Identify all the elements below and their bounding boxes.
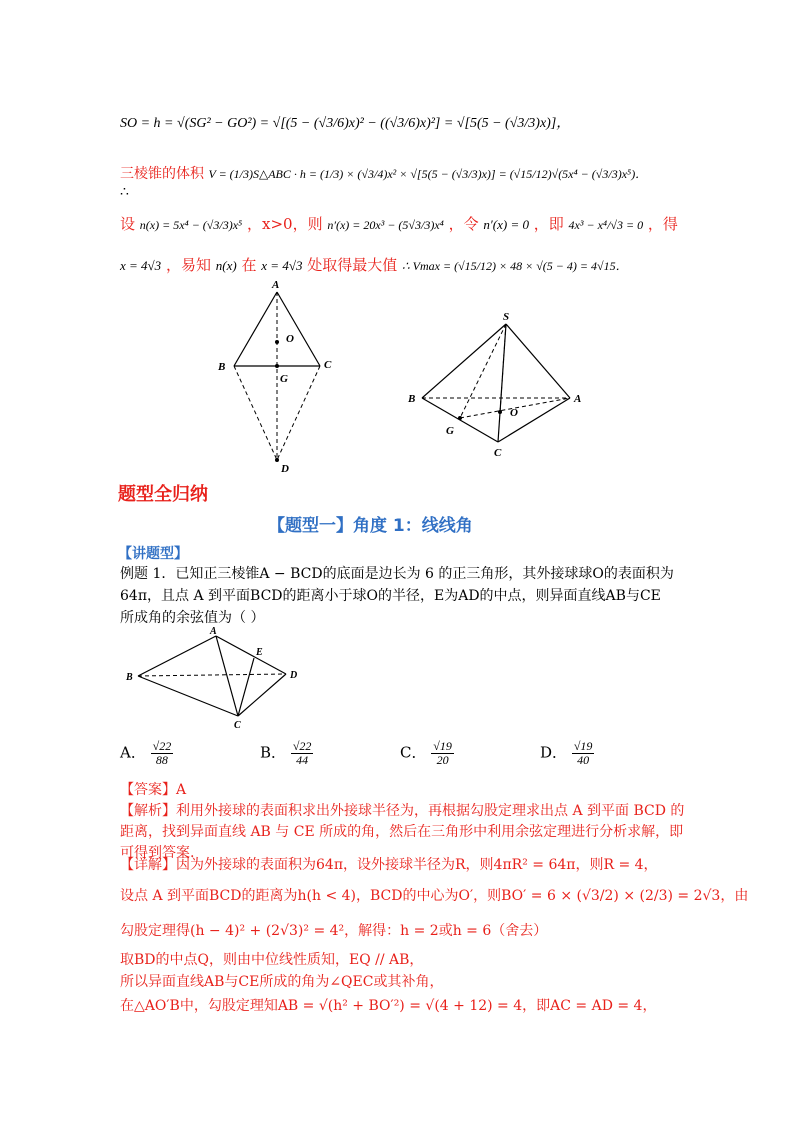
fig2-label-s: S (503, 311, 510, 323)
max-line (120, 254, 628, 275)
volume-line (120, 163, 647, 183)
detail-line3: 勾股定理得(h − 4)² + (2√3)² = 4²，解得：h = 2或h = 6（舍去） (120, 923, 548, 939)
fig1-label-a: A (272, 279, 280, 291)
option-d-letter: D． (540, 743, 568, 762)
detail-line2: 设点 A 到平面BCD的距离为h(h < 4)，BCD的中心为O′，则BO′ = 6 × (√3/2) × (2/3) = 2√3，由 (120, 888, 749, 904)
example-line2: 64π，且点 A 到平面BCD的距离小于球O的半径，E为AD的中点，则异面直线AB与CE (120, 588, 661, 604)
detail-line4: 取BD的中点Q，则由中位线性质知，EQ // AB， (120, 952, 424, 968)
example-line1: 例题 1．已知正三棱锥A − BCD的底面是边长为 6 的正三角形，其外接球球O的表面积为 (120, 566, 674, 582)
option-d-den: 40 (577, 753, 590, 767)
n-x: n(x) (215, 258, 237, 273)
fig1-label-o: O (286, 333, 294, 345)
option-c-den: 20 (436, 753, 449, 767)
figure-rhombus (210, 276, 340, 476)
at-text: 在 (241, 256, 257, 274)
easy-know: ，易知 (165, 256, 211, 274)
option-c-letter: C． (400, 743, 427, 762)
answer: 【答案】A (120, 782, 187, 798)
fig2-label-c: C (494, 447, 502, 459)
fig3-label-e: E (256, 647, 263, 658)
option-b-letter: B． (260, 743, 287, 762)
zero-formula: n′(x) = 0 (483, 217, 529, 232)
option-b[interactable] (260, 740, 313, 767)
fig2-label-o: O (510, 407, 518, 419)
set-n-prefix: 设 (120, 215, 136, 233)
fig3-label-b: B (126, 672, 133, 683)
fig1-label-c: C (324, 359, 332, 371)
analysis-line3: 可得到答案. (120, 845, 195, 861)
formula-so-h: SO = h = √(SG² − GO²) = √[(5 − (√3/6)x)² − ((√3/6)x)²] = √[5(5 − (√3/3)x)]， (120, 116, 571, 131)
vmax-formula: ∴ Vmax = (√15/12) × 48 × √(5 − 4) = 4√15． (402, 259, 628, 273)
n-cond: ，x>0，则 (247, 215, 323, 233)
option-c[interactable] (400, 740, 454, 767)
fig1-label-g: G (280, 373, 288, 385)
option-c-num: √19 (433, 739, 452, 753)
therefore-symbol: ∴ (120, 184, 129, 200)
n-formula: n(x) = 5x⁴ − (√3/3)x⁵ (139, 218, 243, 232)
deriv-formula: n′(x) = 20x³ − (5√3/3)x⁴ (327, 218, 444, 232)
root-formula: 4x³ − x⁴/√3 = 0 (568, 218, 644, 232)
x-val: x = 4√3 (120, 258, 162, 273)
max-text: 处取得最大值 (307, 256, 398, 274)
get-text: ，得 (647, 215, 678, 233)
option-a-den: 88 (155, 753, 168, 767)
x-val2: x = 4√3 (261, 258, 303, 273)
volume-prefix: 三棱锥的体积 (120, 166, 204, 182)
then-text: ，即 (533, 215, 564, 233)
sub-title: 【题型一】角度 1：线线角 (268, 516, 473, 536)
analysis-line1: 【解析】利用外接球的表面积求出外接球半径为，再根据勾股定理求出点 A 到平面 BCD 的 (120, 803, 685, 819)
option-a-letter: A． (120, 743, 146, 762)
detail-line1: 【详解】因为外接球的表面积为64π，设外接球半径为R，则4πR² = 64π，则R = 4， (120, 857, 658, 873)
section-title: 题型全归纳 (118, 484, 208, 505)
fig2-label-b: B (408, 393, 416, 405)
option-d-num: √19 (573, 739, 593, 753)
figure-tetrahedron (120, 622, 310, 732)
example-line3: 所成角的余弦值为（ ） (120, 610, 265, 626)
fig1-label-d: D (281, 463, 289, 475)
let-zero: ，令 (448, 215, 479, 233)
set-n-line (120, 213, 678, 234)
volume-formula: V = (1/3)S△ABC · h = (1/3) × (√3/4)x² × √[5(5 − (√3/3)x)] = (√15/12)√(5x⁴ − (√3/3)x⁵)． (208, 167, 648, 181)
fig3-label-d: D (290, 670, 298, 681)
figure-pyramid (400, 306, 590, 466)
fig3-label-a: A (210, 626, 217, 637)
option-b-den: 44 (296, 753, 309, 767)
option-d[interactable] (540, 740, 594, 767)
tag-jiang: 【讲题型】 (118, 546, 188, 562)
fig3-label-c: C (234, 720, 241, 731)
option-b-num: √22 (292, 739, 312, 753)
option-a[interactable] (120, 740, 173, 767)
fig1-label-b: B (218, 361, 226, 373)
detail-line5: 所以异面直线AB与CE所成的角为∠QEC或其补角， (120, 974, 444, 990)
detail-line6: 在△AO′B中，勾股定理知AB = √(h² + BO′²) = √(4 + 12) = 4，即AC = AD = 4， (120, 998, 657, 1014)
fig2-label-g: G (446, 425, 454, 437)
analysis-line2: 距离，找到异面直线 AB 与 CE 所成的角，然后在三角形中利用余弦定理进行分析求解，即 (120, 824, 684, 840)
option-a-num: √22 (152, 739, 172, 753)
fig2-label-a: A (574, 393, 582, 405)
